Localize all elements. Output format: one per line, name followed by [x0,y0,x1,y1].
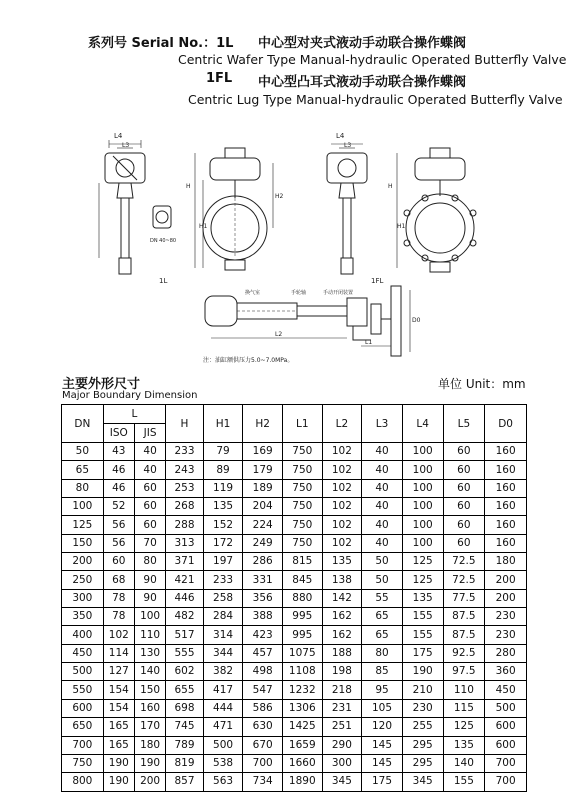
table-row [62,681,527,699]
dim-l4-right: L4 [336,132,345,140]
pressure-note: 注：油缸额供压力5.0~7.0MPa。 [203,357,294,364]
table-cell: 160 [485,443,527,461]
table-row [62,626,527,644]
table-cell: 40 [134,461,165,479]
table-cell: 230 [402,699,443,717]
table-cell: 1306 [282,699,322,717]
table-cell: 750 [62,754,104,772]
table-cell: 204 [243,498,283,516]
table-cell: 155 [402,608,443,626]
col-h: H [166,405,204,443]
table-cell: 145 [362,736,403,754]
col-dn: DN [62,405,104,443]
col-l5: L5 [443,405,485,443]
table-cell: 251 [322,718,362,736]
table-cell: 160 [485,534,527,552]
table-cell: 102 [103,626,134,644]
table-cell: 40 [362,479,403,497]
table-cell: 60 [103,553,134,571]
table-cell: 538 [203,754,243,772]
table-cell: 100 [402,443,443,461]
table-cell: 115 [443,699,485,717]
table-cell: 56 [103,516,134,534]
table-cell: 1659 [282,736,322,754]
table-cell: 290 [322,736,362,754]
table-cell: 77.5 [443,589,485,607]
table-cell: 140 [443,754,485,772]
table-cell: 670 [243,736,283,754]
table-cell: 356 [243,589,283,607]
table-cell: 880 [282,589,322,607]
table-cell: 300 [62,589,104,607]
section-subtitle: Major Boundary Dimension [62,390,198,401]
table-cell: 471 [203,718,243,736]
table-cell: 46 [103,461,134,479]
col-l3: L3 [362,405,403,443]
table-cell: 130 [134,644,165,662]
table-cell: 150 [134,681,165,699]
table-cell: 175 [402,644,443,662]
table-cell: 65 [362,626,403,644]
table-cell: 250 [62,571,104,589]
table-cell: 655 [166,681,204,699]
wafer-title-cn: 中心型对夹式液动手动联合操作蝶阀 [258,36,467,51]
table-cell: 95 [362,681,403,699]
table-cell: 500 [203,736,243,754]
table-cell: 189 [243,479,283,497]
table-cell: 152 [203,516,243,534]
table-cell: 60 [443,534,485,552]
table-row [62,608,527,626]
table-cell: 600 [485,718,527,736]
table-cell: 50 [62,443,104,461]
table-cell: 230 [485,626,527,644]
table-header-row [62,405,527,424]
table-cell: 233 [166,443,204,461]
wafer-side-view [99,140,145,274]
table-cell: 125 [443,718,485,736]
table-cell: 1232 [282,681,322,699]
table-cell: 547 [243,681,283,699]
table-cell: 72.5 [443,553,485,571]
table-cell: 170 [134,718,165,736]
table-cell: 40 [362,498,403,516]
manual-shaft-label: 手轮轴 [291,290,307,296]
table-cell: 50 [362,571,403,589]
table-cell: 155 [402,626,443,644]
table-cell: 110 [443,681,485,699]
table-cell: 1890 [282,773,322,791]
table-cell: 288 [166,516,204,534]
table-cell: 60 [443,516,485,534]
table-cell: 60 [443,461,485,479]
table-cell: 243 [166,461,204,479]
table-cell: 295 [402,736,443,754]
table-cell: 331 [243,571,283,589]
table-cell: 218 [322,681,362,699]
valve-technical-drawing [95,118,515,373]
table-cell: 80 [134,553,165,571]
table-cell: 154 [103,699,134,717]
table-cell: 72.5 [443,571,485,589]
table-cell: 734 [243,773,283,791]
dn-range-label: DN 40~80 [150,238,177,244]
table-row [62,736,527,754]
table-row [62,754,527,772]
table-cell: 100 [402,534,443,552]
col-l2: L2 [322,405,362,443]
table-cell: 284 [203,608,243,626]
table-cell: 313 [166,534,204,552]
col-l-jis: JIS [134,424,165,443]
table-cell: 550 [62,681,104,699]
table-cell: 190 [103,754,134,772]
table-cell: 517 [166,626,204,644]
table-cell: 180 [134,736,165,754]
table-cell: 102 [322,479,362,497]
table-cell: 1425 [282,718,322,736]
table-cell: 175 [362,773,403,791]
table-cell: 55 [362,589,403,607]
table-row [62,479,527,497]
table-cell: 125 [402,553,443,571]
table-cell: 40 [362,443,403,461]
col-d0: D0 [485,405,527,443]
table-cell: 125 [62,516,104,534]
table-cell: 1075 [282,644,322,662]
table-cell: 819 [166,754,204,772]
table-cell: 190 [103,773,134,791]
table-cell: 102 [322,461,362,479]
table-cell: 92.5 [443,644,485,662]
table-cell: 602 [166,663,204,681]
table-cell: 815 [282,553,322,571]
hydraulic-assembly-view [205,286,410,356]
table-cell: 444 [203,699,243,717]
table-cell: 114 [103,644,134,662]
table-cell: 188 [322,644,362,662]
table-cell: 286 [243,553,283,571]
section-title: 主要外形尺寸 [62,377,141,392]
table-cell: 40 [362,461,403,479]
table-cell: 200 [62,553,104,571]
table-cell: 498 [243,663,283,681]
table-row [62,461,527,479]
table-cell: 450 [62,644,104,662]
table-cell: 160 [485,498,527,516]
table-cell: 280 [485,644,527,662]
table-cell: 500 [485,699,527,717]
dim-l1-bottom: L1 [365,339,373,346]
table-cell: 80 [362,644,403,662]
table-cell: 87.5 [443,626,485,644]
table-cell: 97.5 [443,663,485,681]
table-cell: 423 [243,626,283,644]
table-cell: 268 [166,498,204,516]
table-cell: 65 [62,461,104,479]
table-cell: 65 [362,608,403,626]
table-cell: 995 [282,608,322,626]
table-cell: 230 [485,608,527,626]
table-cell: 457 [243,644,283,662]
table-cell: 154 [103,681,134,699]
table-cell: 80 [62,479,104,497]
lug-series-label: 1FL [206,71,233,86]
table-cell: 845 [282,571,322,589]
table-cell: 446 [166,589,204,607]
table-cell: 1660 [282,754,322,772]
table-cell: 50 [362,553,403,571]
table-cell: 85 [362,663,403,681]
table-cell: 79 [203,443,243,461]
table-cell: 555 [166,644,204,662]
dim-h1-right: H1 [397,223,406,230]
table-cell: 295 [402,754,443,772]
dim-d0-bottom: D0 [412,317,421,324]
table-cell: 110 [134,626,165,644]
table-row [62,773,527,791]
table-cell: 700 [243,754,283,772]
table-cell: 200 [134,773,165,791]
table-cell: 382 [203,663,243,681]
table-cell: 169 [243,443,283,461]
table-cell: 165 [103,736,134,754]
table-cell: 600 [62,699,104,717]
table-cell: 500 [62,663,104,681]
table-cell: 586 [243,699,283,717]
table-cell: 300 [322,754,362,772]
dim-l3-left: L3 [122,142,130,149]
table-cell: 630 [243,718,283,736]
table-row [62,553,527,571]
table-cell: 179 [243,461,283,479]
table-cell: 100 [134,608,165,626]
table-row [62,534,527,552]
table-cell: 89 [203,461,243,479]
table-cell: 995 [282,626,322,644]
table-cell: 700 [485,773,527,791]
table-cell: 135 [322,553,362,571]
table-cell: 162 [322,608,362,626]
table-cell: 102 [322,498,362,516]
table-cell: 750 [282,479,322,497]
table-cell: 102 [322,534,362,552]
table-cell: 135 [402,589,443,607]
table-cell: 345 [322,773,362,791]
table-cell: 345 [402,773,443,791]
table-cell: 198 [322,663,362,681]
figure-1fl-label: 1FL [371,277,384,285]
table-cell: 388 [243,608,283,626]
table-cell: 1108 [282,663,322,681]
table-cell: 800 [62,773,104,791]
table-cell: 100 [402,461,443,479]
table-cell: 600 [485,736,527,754]
col-l-iso: ISO [103,424,134,443]
table-cell: 56 [103,534,134,552]
table-cell: 78 [103,608,134,626]
table-cell: 789 [166,736,204,754]
table-cell: 563 [203,773,243,791]
col-l1: L1 [282,405,322,443]
dim-h-left: H [186,183,191,190]
table-cell: 255 [402,718,443,736]
table-cell: 90 [134,571,165,589]
table-cell: 60 [134,479,165,497]
manual-device-label: 手动开闭装置 [323,290,354,296]
col-h2: H2 [243,405,283,443]
table-cell: 46 [103,479,134,497]
dim-h2-left: H2 [275,193,284,200]
table-cell: 60 [134,516,165,534]
col-h1: H1 [203,405,243,443]
table-cell: 100 [402,498,443,516]
lug-title-cn: 中心型凸耳式液动手动联合操作蝶阀 [258,75,467,90]
table-row [62,718,527,736]
table-cell: 360 [485,663,527,681]
table-row [62,516,527,534]
dim-l3-right: L3 [344,142,352,149]
table-cell: 70 [134,534,165,552]
small-dn-section [153,206,171,228]
table-cell: 40 [362,534,403,552]
table-cell: 200 [485,571,527,589]
table-cell: 60 [134,498,165,516]
hydraulic-chamber-label: 换气室 [245,290,261,296]
table-cell: 371 [166,553,204,571]
table-cell: 200 [485,589,527,607]
table-cell: 190 [402,663,443,681]
table-cell: 102 [322,443,362,461]
table-cell: 100 [402,479,443,497]
table-cell: 650 [62,718,104,736]
table-cell: 160 [485,479,527,497]
table-cell: 231 [322,699,362,717]
table-cell: 224 [243,516,283,534]
dim-h-right: H [388,183,393,190]
table-row [62,571,527,589]
table-cell: 160 [134,699,165,717]
table-cell: 421 [166,571,204,589]
table-cell: 857 [166,773,204,791]
table-cell: 698 [166,699,204,717]
lug-front-view [397,148,476,272]
table-cell: 450 [485,681,527,699]
table-row [62,443,527,461]
table-cell: 120 [362,718,403,736]
table-cell: 197 [203,553,243,571]
table-cell: 155 [443,773,485,791]
dim-h1-left: H1 [199,223,208,230]
table-cell: 78 [103,589,134,607]
table-cell: 482 [166,608,204,626]
table-cell: 750 [282,443,322,461]
table-cell: 127 [103,663,134,681]
col-l4: L4 [402,405,443,443]
table-cell: 60 [443,443,485,461]
unit-label: 单位 Unit：mm [438,377,526,391]
lug-side-view [327,144,367,274]
table-cell: 125 [402,571,443,589]
table-cell: 314 [203,626,243,644]
table-cell: 745 [166,718,204,736]
table-cell: 135 [203,498,243,516]
table-cell: 750 [282,516,322,534]
table-cell: 135 [443,736,485,754]
table-cell: 140 [134,663,165,681]
table-cell: 190 [134,754,165,772]
table-row [62,589,527,607]
table-cell: 700 [485,754,527,772]
table-cell: 258 [203,589,243,607]
table-cell: 145 [362,754,403,772]
table-cell: 233 [203,571,243,589]
table-row [62,644,527,662]
table-cell: 100 [402,516,443,534]
table-cell: 142 [322,589,362,607]
table-row [62,663,527,681]
table-cell: 100 [62,498,104,516]
table-row [62,699,527,717]
table-cell: 160 [485,461,527,479]
table-cell: 90 [134,589,165,607]
table-cell: 68 [103,571,134,589]
table-cell: 105 [362,699,403,717]
table-cell: 60 [443,498,485,516]
table-cell: 165 [103,718,134,736]
figure-1l-label: 1L [159,277,168,285]
wafer-title-en: Centric Wafer Type Manual-hydraulic Operated Butterfly Valve [178,52,567,67]
table-cell: 40 [134,443,165,461]
dimension-table [61,404,527,792]
table-cell: 750 [282,498,322,516]
dim-l4-left: L4 [114,132,123,140]
lug-title-en: Centric Lug Type Manual-hydraulic Operated Butterfly Valve [188,92,563,107]
table-cell: 253 [166,479,204,497]
table-cell: 700 [62,736,104,754]
table-cell: 60 [443,479,485,497]
table-cell: 180 [485,553,527,571]
table-cell: 119 [203,479,243,497]
table-cell: 87.5 [443,608,485,626]
col-l: L [103,405,166,424]
table-cell: 102 [322,516,362,534]
table-row [62,498,527,516]
table-cell: 162 [322,626,362,644]
table-cell: 750 [282,534,322,552]
table-cell: 750 [282,461,322,479]
table-cell: 249 [243,534,283,552]
dim-l2-bottom: L2 [275,331,283,338]
table-cell: 172 [203,534,243,552]
table-cell: 210 [402,681,443,699]
table-cell: 43 [103,443,134,461]
table-cell: 417 [203,681,243,699]
table-cell: 350 [62,608,104,626]
table-cell: 160 [485,516,527,534]
serial-number-label: 系列号 Serial No.：1L [88,36,234,51]
table-cell: 150 [62,534,104,552]
table-cell: 400 [62,626,104,644]
wafer-front-view [195,148,273,270]
table-cell: 344 [203,644,243,662]
table-cell: 40 [362,516,403,534]
table-cell: 52 [103,498,134,516]
dimension-table-body [62,443,527,792]
table-cell: 138 [322,571,362,589]
